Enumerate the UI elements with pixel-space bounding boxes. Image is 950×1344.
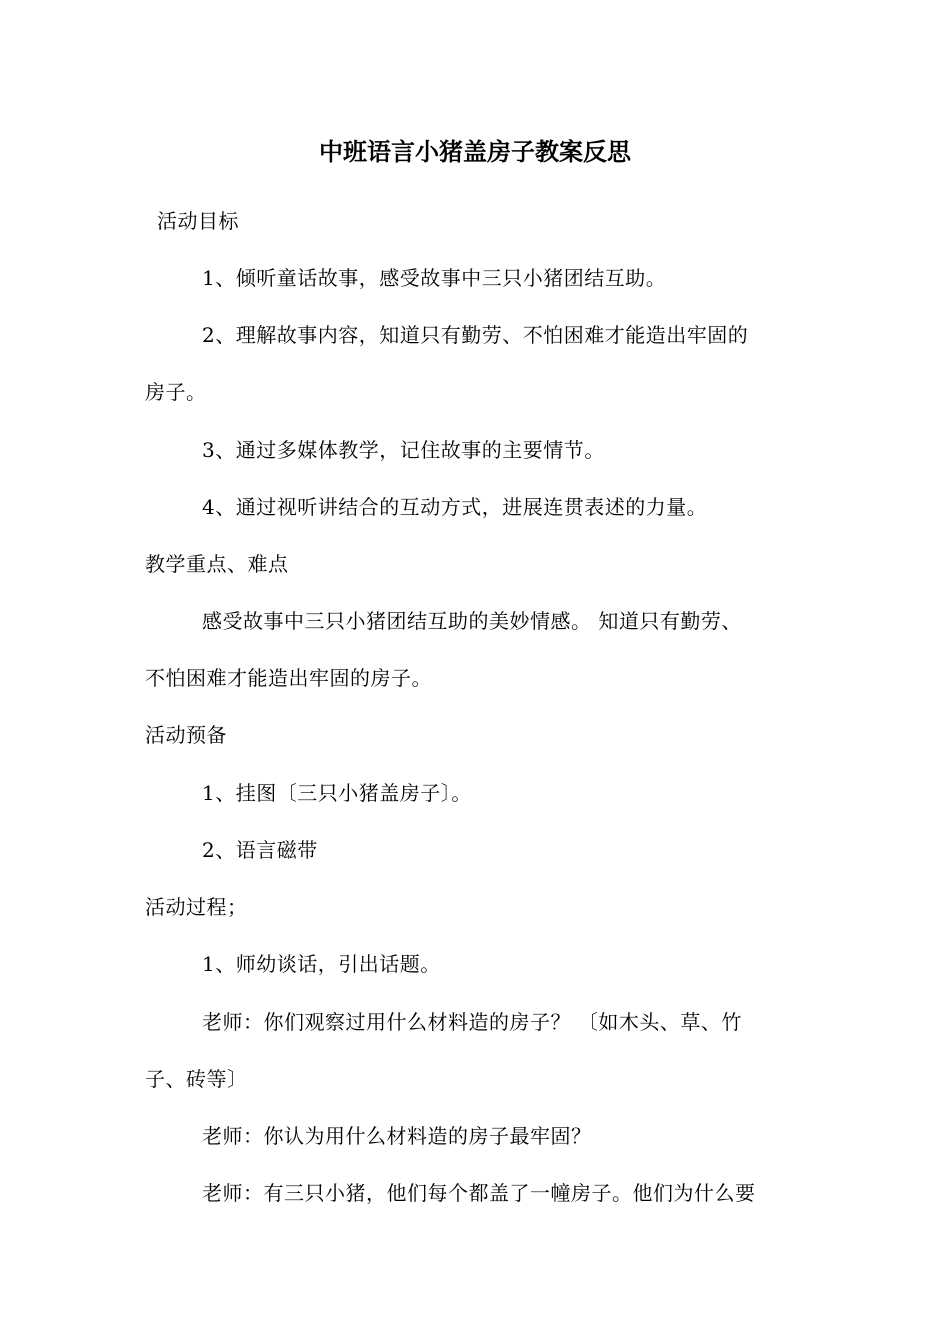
section-heading-preparation: 活动预备 bbox=[145, 723, 227, 747]
paragraph-line: 感受故事中三只小猪团结互助的美妙情感。 知道只有勤劳、 bbox=[202, 609, 742, 633]
section-heading-process: 活动过程； bbox=[145, 895, 248, 919]
paragraph-line: 不怕困难才能造出牢固的房子。 bbox=[145, 666, 432, 690]
paragraph-line: 2、语言磁带 bbox=[202, 838, 318, 862]
paragraph-line: 1、师幼谈话，引出话题。 bbox=[202, 952, 441, 976]
document-title: 中班语言小猪盖房子教案反思 bbox=[319, 137, 631, 166]
paragraph-line: 2、理解故事内容，知道只有勤劳、不怕困难才能造出牢固的 bbox=[202, 323, 749, 347]
paragraph-line: 3、通过多媒体教学，记住故事的主要情节。 bbox=[202, 438, 605, 462]
paragraph-line: 4、通过视听讲结合的互动方式，进展连贯表述的力量。 bbox=[202, 495, 708, 519]
paragraph-line: 老师：有三只小猪，他们每个都盖了一幢房子。他们为什么要 bbox=[202, 1181, 756, 1205]
section-heading-key-points: 教学重点、难点 bbox=[145, 552, 289, 576]
paragraph-line: 子、砖等〕 bbox=[145, 1067, 248, 1091]
paragraph-line: 1、挂图〔三只小猪盖房子〕。 bbox=[202, 781, 472, 805]
section-heading-activity-goals: 活动目标 bbox=[157, 209, 239, 233]
paragraph-line: 房子。 bbox=[145, 380, 207, 404]
paragraph-line: 老师：你们观察过用什么材料造的房子？ 〔如木头、草、竹 bbox=[202, 1010, 742, 1034]
paragraph-line: 老师：你认为用什么材料造的房子最牢固？ bbox=[202, 1124, 592, 1148]
paragraph-line: 1、倾听童话故事，感受故事中三只小猪团结互助。 bbox=[202, 266, 667, 290]
